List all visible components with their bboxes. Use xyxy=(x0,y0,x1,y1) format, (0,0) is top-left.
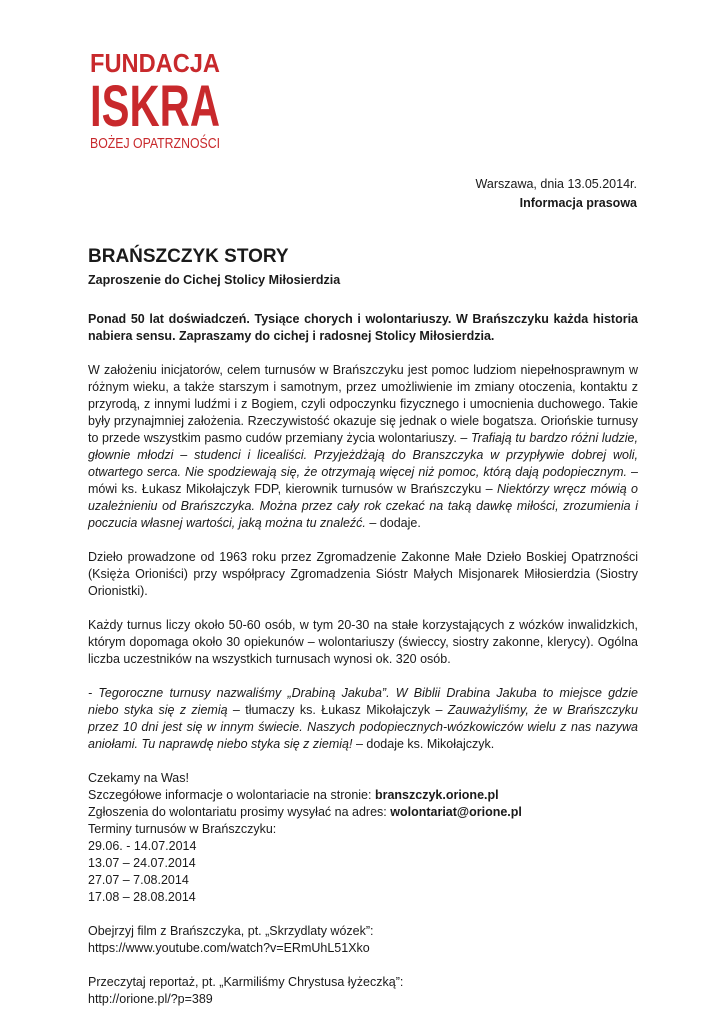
quote-ending: – dodaje. xyxy=(365,516,421,530)
info-link[interactable]: branszczyk.orione.pl xyxy=(374,788,499,802)
film-section xyxy=(88,923,638,957)
foundation-logo xyxy=(88,44,249,154)
quote-volunteers: Trafiają tu bardzo różni ludzie, głownie młodzi – studenci i licealiści. Przyjeżdżają do Branszczyka w przypływie dobrej woli, otwartego serca. Nie spodziewają się, że otrzymają więcej niż pomoc, którą dają podopiecznym. xyxy=(88,431,638,479)
press-release-body xyxy=(88,244,638,1008)
logo-graphic xyxy=(88,44,249,154)
apply-line xyxy=(88,804,638,821)
document-type: Informacja prasowa xyxy=(519,196,637,210)
place-date: Warszawa, dnia 13.05.2014r. xyxy=(475,177,637,191)
film-label: Obejrzyj film z Brańszczyka, pt. „Skrzydlaty wózek”: xyxy=(88,924,374,938)
term-item: 17.08 – 28.08.2014 xyxy=(88,890,196,904)
contact-section xyxy=(88,770,638,906)
apply-email[interactable]: wolontariat@orione.pl xyxy=(390,805,522,819)
logo-line-2: ISKRA xyxy=(90,74,220,139)
quote-addiction: Niektórzy wręcz mówią o uzależnieniu od Brańszczyka. Można przez cały rok czekać na taką dawkę miłości, zrozumienia i poczucia własnej wartości, jaką można tu znaleźć. xyxy=(88,482,638,530)
paragraph-jacob-ladder xyxy=(88,685,638,753)
film-link[interactable]: https://www.youtube.com/watch?v=ERmUhL51Xko xyxy=(88,941,370,955)
logo-line-3: BOŻEJ OPATRZNOŚCI xyxy=(90,135,249,152)
invite-text: Czekamy na Was! xyxy=(88,771,189,785)
page-subtitle: Zaproszenie do Cichej Stolicy Miłosierdzia xyxy=(88,273,341,287)
quote-angels-ending: – dodaje ks. Mikołajczyk. xyxy=(352,737,495,751)
paragraph-numbers: Każdy turnus liczy około 50-60 osób, w tym 20-30 na stałe korzystających z wózków inwalidzkich, którym dopomaga około 30 opiekunów – wolontariuszy (świeccy, siostry zakonne, klerycy). Ogólna liczba uczestników na wszystkich turnusach wynosi ok. 320 osób. xyxy=(88,618,638,666)
apply-label: Zgłoszenia do wolontariatu prosimy wysyłać na adres: xyxy=(88,805,391,819)
quote-angels: Zauważyliśmy, że w Brańszczyku przez 10 dni jest się w innym świecie. Naszych podopiecznych-wózkowiczów wielu z nas nazywa aniołami. Tu naprawdę niebo styka się z ziemią! xyxy=(88,703,638,751)
report-section xyxy=(88,974,638,1008)
paragraph-history: Dzieło prowadzone od 1963 roku przez Zgromadzenie Zakonne Małe Dzieło Boskiej Opatrzności (Księża Orioniści) przy współpracy Zgromadzenia Sióstr Małych Misjonarek Miłosierdzia (Siostry Orionistki). xyxy=(88,550,638,598)
term-item: 13.07 – 24.07.2014 xyxy=(88,856,196,870)
quote-ladder-attribution: – tłumaczy ks. Łukasz Mikołajczyk – xyxy=(227,703,448,717)
term-item: 29.06. - 14.07.2014 xyxy=(88,839,197,853)
document-header xyxy=(476,175,637,213)
term-item: 27.07 – 7.08.2014 xyxy=(88,873,189,887)
paragraph-intro-text: W założeniu inicjatorów, celem turnusów w Brańszczyku jest pomoc ludziom niepełnosprawnym w różnym wieku, a także starszym i samotnym, przez umożliwienie im zmiany otoczenia, kontaktu z przyrodą, z innymi ludźmi i z Bogiem, czyli odpoczynku fizycznego i umocnienia duchowego. Takie były przynajmniej założenia. Rzeczywistość okazuje się jednak o wiele bogatsza. Oriońskie turnusy to przede wszystkim pasmo cudów przemiany życia wolontariuszy. – xyxy=(88,363,638,445)
page-title: BRAŃSZCZYK STORY xyxy=(88,246,289,267)
info-line xyxy=(88,787,638,804)
terms-label: Terminy turnusów w Brańszczyku: xyxy=(88,822,277,836)
report-link[interactable]: http://orione.pl/?p=389 xyxy=(88,992,213,1006)
quote-attribution: – mówi ks. Łukasz Mikołajczyk FDP, kierownik turnusów w Brańszczyku – xyxy=(88,465,638,496)
report-label: Przeczytaj reportaż, pt. „Karmiliśmy Chrystusa łyżeczką”: xyxy=(88,975,404,989)
quote-ladder: - Tegoroczne turnusy nazwaliśmy „Drabiną Jakuba”. W Biblii Drabina Jakuba to miejsce gdzie niebo styka się z ziemią xyxy=(88,686,638,717)
paragraph-intro xyxy=(88,362,638,532)
logo-line-1: FUNDACJA xyxy=(90,48,221,78)
lead-paragraph: Ponad 50 lat doświadczeń. Tysiące chorych i wolontariuszy. W Brańszczyku każda historia nabiera sensu. Zapraszamy do cichej i radosnej Stolicy Miłosierdzia. xyxy=(88,312,638,343)
info-label: Szczegółowe informacje o wolontariacie na stronie: xyxy=(88,788,375,802)
